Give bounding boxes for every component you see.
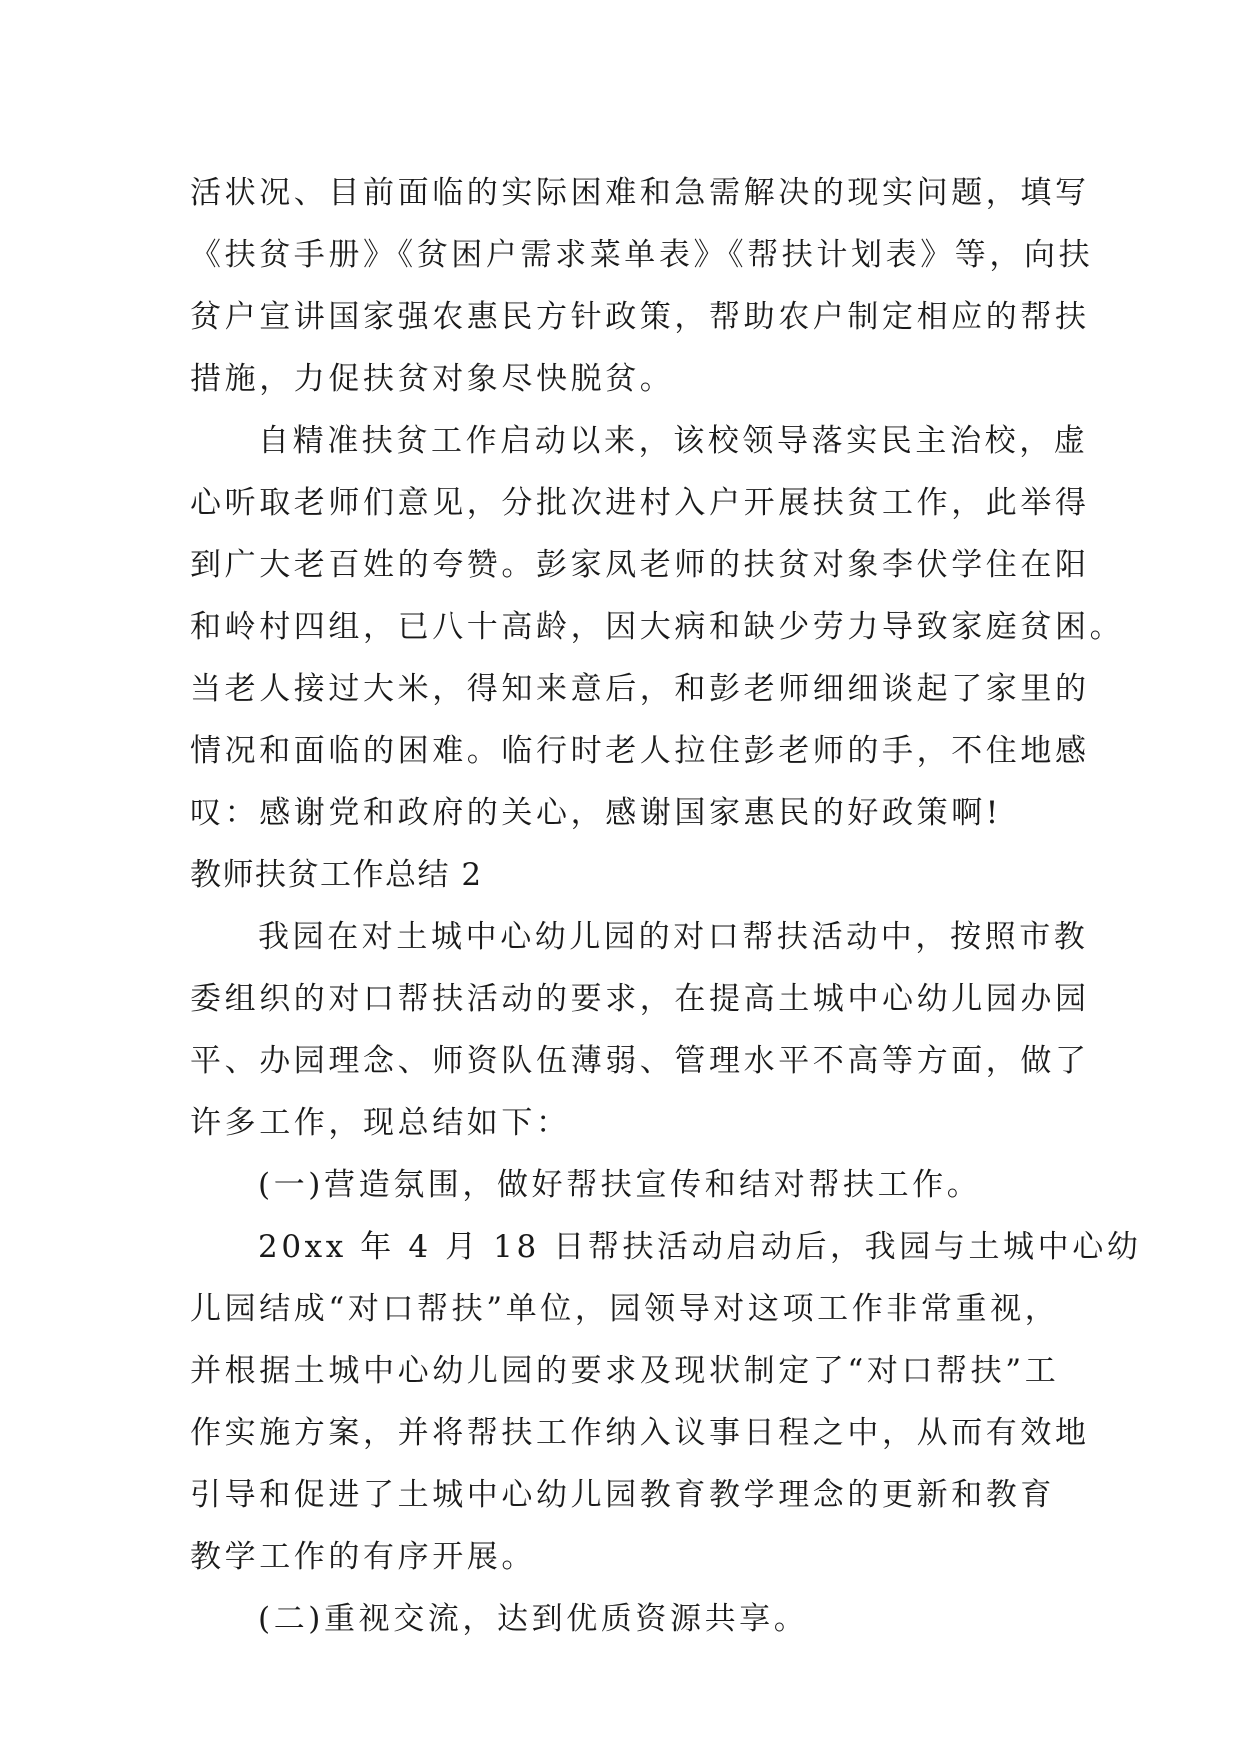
paragraph-line: 心听取老师们意见，分批次进村入户开展扶贫工作，此举得	[190, 485, 1090, 521]
paragraph-line: 平、办园理念、师资队伍薄弱、管理水平不高等方面，做了	[190, 1043, 1090, 1079]
paragraph-line: 委组织的对口帮扶活动的要求，在提高土城中心幼儿园办园	[190, 981, 1090, 1017]
paragraph-line: 活状况、目前面临的实际困难和急需解决的现实问题，填写	[190, 175, 1090, 211]
paragraph-line: 20xx 年 4 月 18 日帮扶活动启动后，我园与土城中心幼	[258, 1229, 1142, 1265]
paragraph-line: 情况和面临的困难。临行时老人拉住彭老师的手，不住地感	[190, 733, 1090, 769]
paragraph-line: 措施，力促扶贫对象尽快脱贫。	[190, 361, 675, 397]
paragraph-line: 并根据土城中心幼儿园的要求及现状制定了“对口帮扶”工	[190, 1353, 1060, 1389]
paragraph-line: 当老人接过大米，得知来意后，和彭老师细细谈起了家里的	[190, 671, 1090, 707]
section-heading: 教师扶贫工作总结 2	[190, 857, 483, 893]
paragraph-line: 引导和促进了土城中心幼儿园教育教学理念的更新和教育	[190, 1477, 1055, 1513]
paragraph-line: 自精准扶贫工作启动以来，该校领导落实民主治校，虚	[258, 423, 1089, 459]
paragraph-line: 贫户宣讲国家强农惠民方针政策，帮助农户制定相应的帮扶	[190, 299, 1090, 335]
document-body	[190, 162, 1142, 1650]
paragraph-line: 许多工作，现总结如下：	[190, 1105, 571, 1141]
paragraph-line: 我园在对土城中心幼儿园的对口帮扶活动中，按照市教	[258, 919, 1089, 955]
paragraph-line: 教学工作的有序开展。	[190, 1539, 536, 1575]
paragraph-line: 作实施方案，并将帮扶工作纳入议事日程之中，从而有效地	[190, 1415, 1090, 1451]
paragraph-line: 《扶贫手册》《贫困户需求菜单表》《帮扶计划表》等，向扶	[190, 237, 1094, 273]
paragraph-line: 和岭村四组，已八十高龄，因大病和缺少劳力导致家庭贫困。	[190, 609, 1125, 645]
paragraph-line: 到广大老百姓的夸赞。彭家凤老师的扶贫对象李伏学住在阳	[190, 547, 1090, 583]
paragraph-line: 儿园结成“对口帮扶”单位，园领导对这项工作非常重视，	[190, 1291, 1060, 1327]
paragraph-line: 叹：感谢党和政府的关心，感谢国家惠民的好政策啊!	[190, 795, 1002, 831]
subsection-heading: (二)重视交流，达到优质资源共享。	[258, 1601, 809, 1637]
subsection-heading: (一)营造氛围，做好帮扶宣传和结对帮扶工作。	[258, 1167, 982, 1203]
